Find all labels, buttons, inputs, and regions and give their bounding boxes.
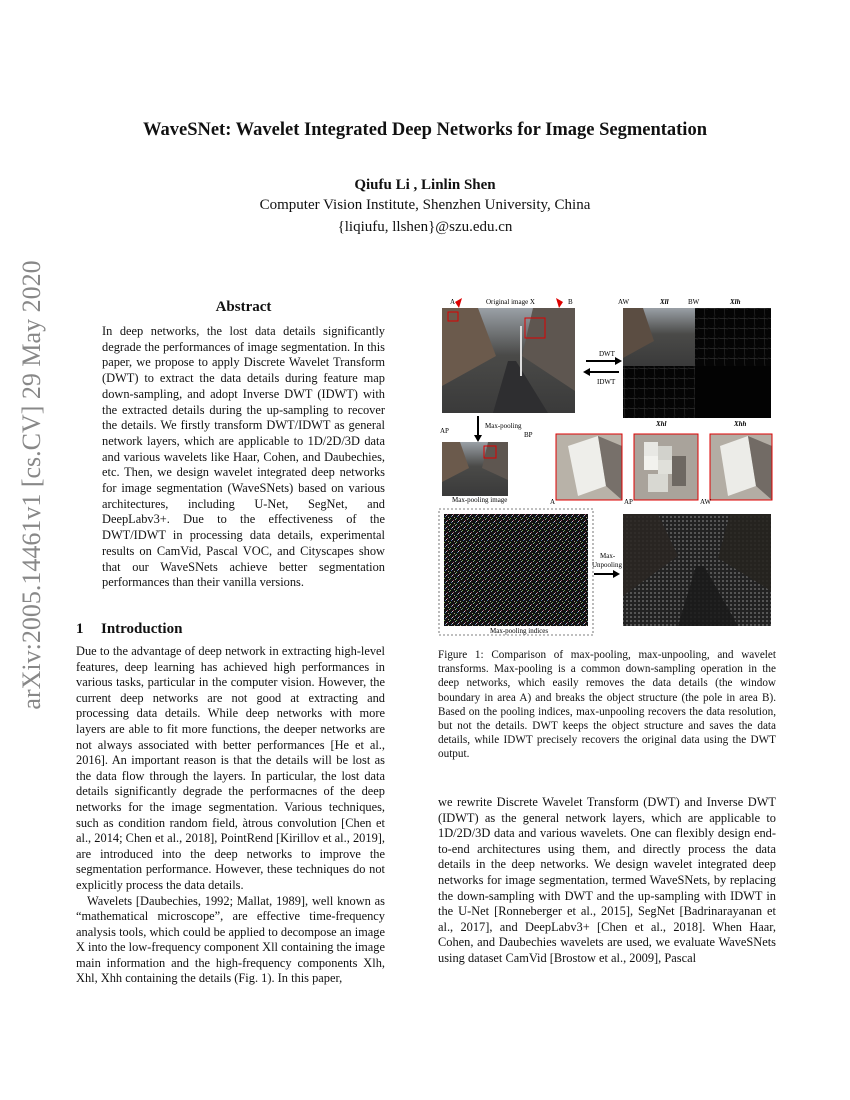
right-column-text bbox=[438, 795, 776, 967]
max-unpool-label-2: Unpooling bbox=[592, 561, 622, 569]
section-number: 1 bbox=[76, 621, 84, 637]
authors: Qiufu Li , Linlin Shen bbox=[354, 177, 496, 193]
affiliation: Computer Vision Institute, Shenzhen University, China bbox=[259, 197, 591, 213]
maxpool-indices-map bbox=[444, 514, 588, 626]
intro-paragraph-2: Wavelets [Daubechies, 1992; Mallat, 1989], well known as “mathematical microscope”, are effective time-frequency analysis tools, which could be applied to decompose an image X into the low-frequency component Xll containing the image main information and the high-frequency components Xlh, Xhl, Xhh containing the details (Fig. 1). In this paper, bbox=[76, 893, 385, 986]
crop-aw bbox=[710, 434, 772, 500]
original-image-label: Original image X bbox=[486, 298, 535, 306]
intro-paragraph-3: we rewrite Discrete Wavelet Transform (DWT) and Inverse DWT (IDWT) as the general network layers, which are applicable to 1D/2D/3D data and various wavelets. One can flexibly design end-to-end architectures using them, and directly process the data details in the deep networks. We design wavelet integrated deep networks for image segmentation, termed WaveSNets, by replacing the down-sampling with DWT and the up-sampling with IDWT in the U-Net [Ronneberger et al., 2015], SegNet [Badrinarayanan et al., 2017], and DeepLabv3+ [Chen et al., 2018]. When Haar, Cohen, and Daubechies wavelets are used, we evaluate WaveSNets using dataset CamVid [Brostow et al., 2009], Pascal bbox=[438, 795, 776, 965]
arxiv-sidebar-stamp: arXiv:2005.14461v1 [cs.CV] 29 May 2020 bbox=[17, 260, 46, 710]
label-b: B bbox=[568, 298, 573, 306]
abstract-body: In deep networks, the lost data details significantly degrade the performances of image segmentation. In this paper, we propose to apply Discrete Wavelet Transform (DWT) to extract the data details during feature map down-sampling, and adopt Inverse DWT (IDWT) with the extracted details during the up-sampling to recover the details. We firstly transform DWT/IDWT as general network layers, which are applicable to 1D/2D/3D data and various wavelets like Haar, Cohen, and Daubechies, etc. Then, we design wavelet integrated deep networks for image segmentation (WaveSNets) based on various architectures, including U-Net, SegNet, and DeepLabv3+. Due to the effectiveness of the DWT/IDWT in processing data details, experimental results on CamVid, Pascal VOC, and Cityscapes show that our WaveSNets achieve better segmentation performances than their vanilla versions. bbox=[102, 324, 385, 590]
label-aw: AW bbox=[618, 298, 630, 306]
crop-ap bbox=[634, 434, 698, 500]
label-ap: AP bbox=[440, 427, 449, 435]
max-unpool-label-1: Max- bbox=[600, 552, 616, 560]
intro-heading bbox=[76, 621, 182, 638]
label-bw: BW bbox=[688, 298, 700, 306]
label-xhh: Xhh bbox=[734, 420, 747, 428]
abstract-heading: Abstract bbox=[215, 299, 272, 315]
email: {liqiufu, llshen}@szu.edu.cn bbox=[337, 219, 513, 235]
original-street-image bbox=[442, 308, 575, 413]
label-a: A bbox=[450, 298, 456, 306]
dwt-label: DWT bbox=[599, 350, 615, 358]
dwt-output-grid bbox=[623, 308, 771, 418]
left-column-text bbox=[76, 644, 385, 987]
arrow-b-icon bbox=[556, 298, 563, 308]
crop-a bbox=[556, 434, 622, 500]
maxpool-indices-label: Max-pooling indices bbox=[490, 627, 549, 635]
crop-ap-label: AP bbox=[624, 498, 633, 506]
figure-1 bbox=[438, 296, 776, 638]
label-xll: Xll bbox=[660, 298, 669, 306]
intro-paragraph-1: Due to the advantage of deep network in extracting high-level features, deep learning has achieved high performances in various tasks, particular in the computer vision. However, the current deep networks are not good at extracting and processing data details. While deep networks with more layers are able to fit more functions, the deeper networks are not always associated with better performances [He et al., 2016]. An important reason is that the details will be lost as the data flow through the layers. In particular, the lost data details significantly degrade the performacnes of the deep networks for the image segmentation. Various techniques, such as condition random field, àtrous convolution [Chen et al., 2014; Chen et al., 2018], PointRend [Kirillov et al., 2019], are introduced into the deep networks to improve the segmentation performance. However, these techniques do not explicitly process the data details. bbox=[76, 644, 385, 892]
crop-a-label: A bbox=[550, 498, 556, 506]
label-xhl: Xhl bbox=[656, 420, 667, 428]
maxpool-label: Max-pooling bbox=[485, 422, 522, 430]
maxpool-image-label: Max-pooling image bbox=[452, 496, 508, 504]
figure-caption: Figure 1: Comparison of max-pooling, max-unpooling, and wavelet transforms. Max-pooling is a common down-sampling operation in the deep networks, which easily removes the data details (the window boundary in area A) and breaks the object structure (the pole in area B). Based on the pooling indices, max-unpooling recovers the data resolution, but not the details. DWT keeps the object structure and saves the data details, while IDWT precisely recovers the original data using the DWT output. bbox=[438, 649, 776, 761]
crop-aw-label: AW bbox=[700, 498, 712, 506]
maxpool-street-image bbox=[442, 442, 508, 496]
unpooled-image bbox=[623, 514, 771, 626]
idwt-label: IDWT bbox=[597, 378, 616, 386]
label-xlh: Xlh bbox=[730, 298, 741, 306]
section-title: Introduction bbox=[101, 621, 183, 637]
label-bp: BP bbox=[524, 431, 533, 439]
paper-title: WaveSNet: Wavelet Integrated Deep Networks for Image Segmentation bbox=[143, 120, 707, 140]
arrow-a-icon bbox=[455, 298, 462, 308]
